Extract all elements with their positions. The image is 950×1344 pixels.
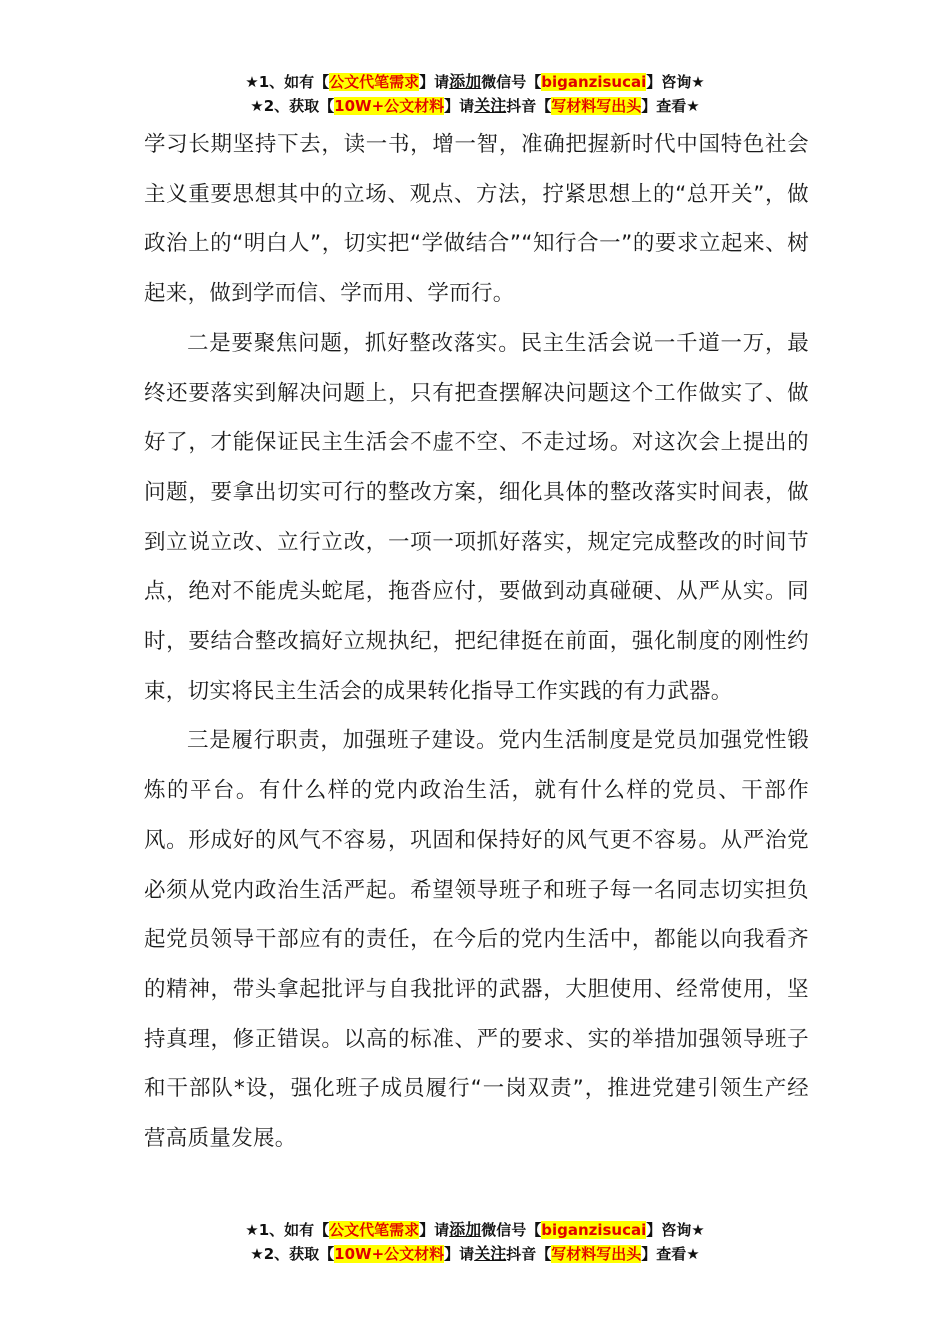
paragraph-point-three: 三是履行职责，加强班子建设。党内生活制度是党员加强党性锻炼的平台。有什么样的党内政治生活，就有什么样的党员、干部作风。形成好的风气不容易，巩固和保持好的风气更不容易。从严治党必须从党内政治生活严起。希望领导班子和班子每一名同志切实担负起党员领导干部应有的责任，在今后的党内生活中，都能以向我看齐的精神，带头拿起批评与自我批评的武器，大胆使用、经常使用，坚持真理，修正错误。以高的标准、严的要求、实的举措加强领导班子和干部队*设，强化班子成员履行“一岗双责”，推进党建引领生产经营高质量发展。 — [144, 728, 809, 1152]
highlight-service: 公文代笔需求 — [329, 73, 420, 91]
highlight-materials: 10W+公文材料 — [334, 1245, 445, 1263]
highlight-douyin: 写材料写出头 — [551, 97, 642, 115]
banner-text: 1、如有【 — [258, 73, 330, 91]
star-icon: ★ — [691, 73, 705, 91]
header-banner — [0, 70, 950, 118]
banner-text: 抖音【 — [506, 1245, 552, 1263]
star-icon: ★ — [250, 97, 264, 115]
banner-line-1 — [0, 70, 950, 94]
banner-text: 抖音【 — [506, 97, 552, 115]
highlight-douyin: 写材料写出头 — [551, 1245, 642, 1263]
banner-emphasis: 关注 — [474, 1244, 507, 1263]
banner-text: 】请 — [444, 1245, 475, 1263]
highlight-service: 公文代笔需求 — [329, 1221, 420, 1239]
footer-banner — [0, 1218, 950, 1266]
star-icon: ★ — [691, 1221, 705, 1239]
banner-text: 微信号【 — [481, 73, 542, 91]
highlight-materials: 10W+公文材料 — [334, 97, 445, 115]
highlight-wechat-id: biganzisucai — [541, 1221, 647, 1239]
banner-text: 】咨询 — [646, 73, 692, 91]
star-icon: ★ — [686, 1245, 700, 1263]
banner-emphasis: 添加 — [449, 72, 482, 91]
paragraph-continued: 学习长期坚持下去，读一书，增一智，准确把握新时代中国特色社会主义重要思想其中的立场、观点、方法，拧紧思想上的“总开关”，做政治上的“明白人”，切实把“学做结合”“知行合一”的要求立起来、树起来，做到学而信、学而用、学而行。 — [144, 132, 809, 307]
banner-emphasis: 关注 — [474, 96, 507, 115]
banner-emphasis: 添加 — [449, 1220, 482, 1239]
banner-text: 2、获取【 — [263, 1245, 335, 1263]
star-icon: ★ — [245, 73, 259, 91]
banner-text: 微信号【 — [481, 1221, 542, 1239]
banner-text: 2、获取【 — [263, 97, 335, 115]
highlight-wechat-id: biganzisucai — [541, 73, 647, 91]
banner-text: 】咨询 — [646, 1221, 692, 1239]
banner-text: 】请 — [419, 1221, 450, 1239]
banner-text: 】请 — [419, 73, 450, 91]
banner-line-2 — [0, 94, 950, 118]
banner-text: 】查看 — [641, 1245, 687, 1263]
star-icon: ★ — [245, 1221, 259, 1239]
paragraph-point-two: 二是要聚焦问题，抓好整改落实。民主生活会说一千道一万，最终还要落实到解决问题上，只有把查摆解决问题这个工作做实了、做好了，才能保证民主生活会不虚不空、不走过场。对这次会上提出的问题，要拿出切实可行的整改方案，细化具体的整改落实时间表，做到立说立改、立行立改，一项一项抓好落实，规定完成整改的时间节点，绝对不能虎头蛇尾，拖沓应付，要做到动真碰硬、从严从实。同时，要结合整改搞好立规执纪，把纪律挺在前面，强化制度的刚性约束，切实将民主生活会的成果转化指导工作实践的有力武器。 — [144, 330, 809, 704]
banner-text: 】请 — [444, 97, 475, 115]
banner-text: 1、如有【 — [258, 1221, 330, 1239]
star-icon: ★ — [686, 97, 700, 115]
document-body — [144, 120, 809, 1164]
star-icon: ★ — [250, 1245, 264, 1263]
banner-text: 】查看 — [641, 97, 687, 115]
banner-line-1 — [0, 1218, 950, 1242]
banner-line-2 — [0, 1242, 950, 1266]
